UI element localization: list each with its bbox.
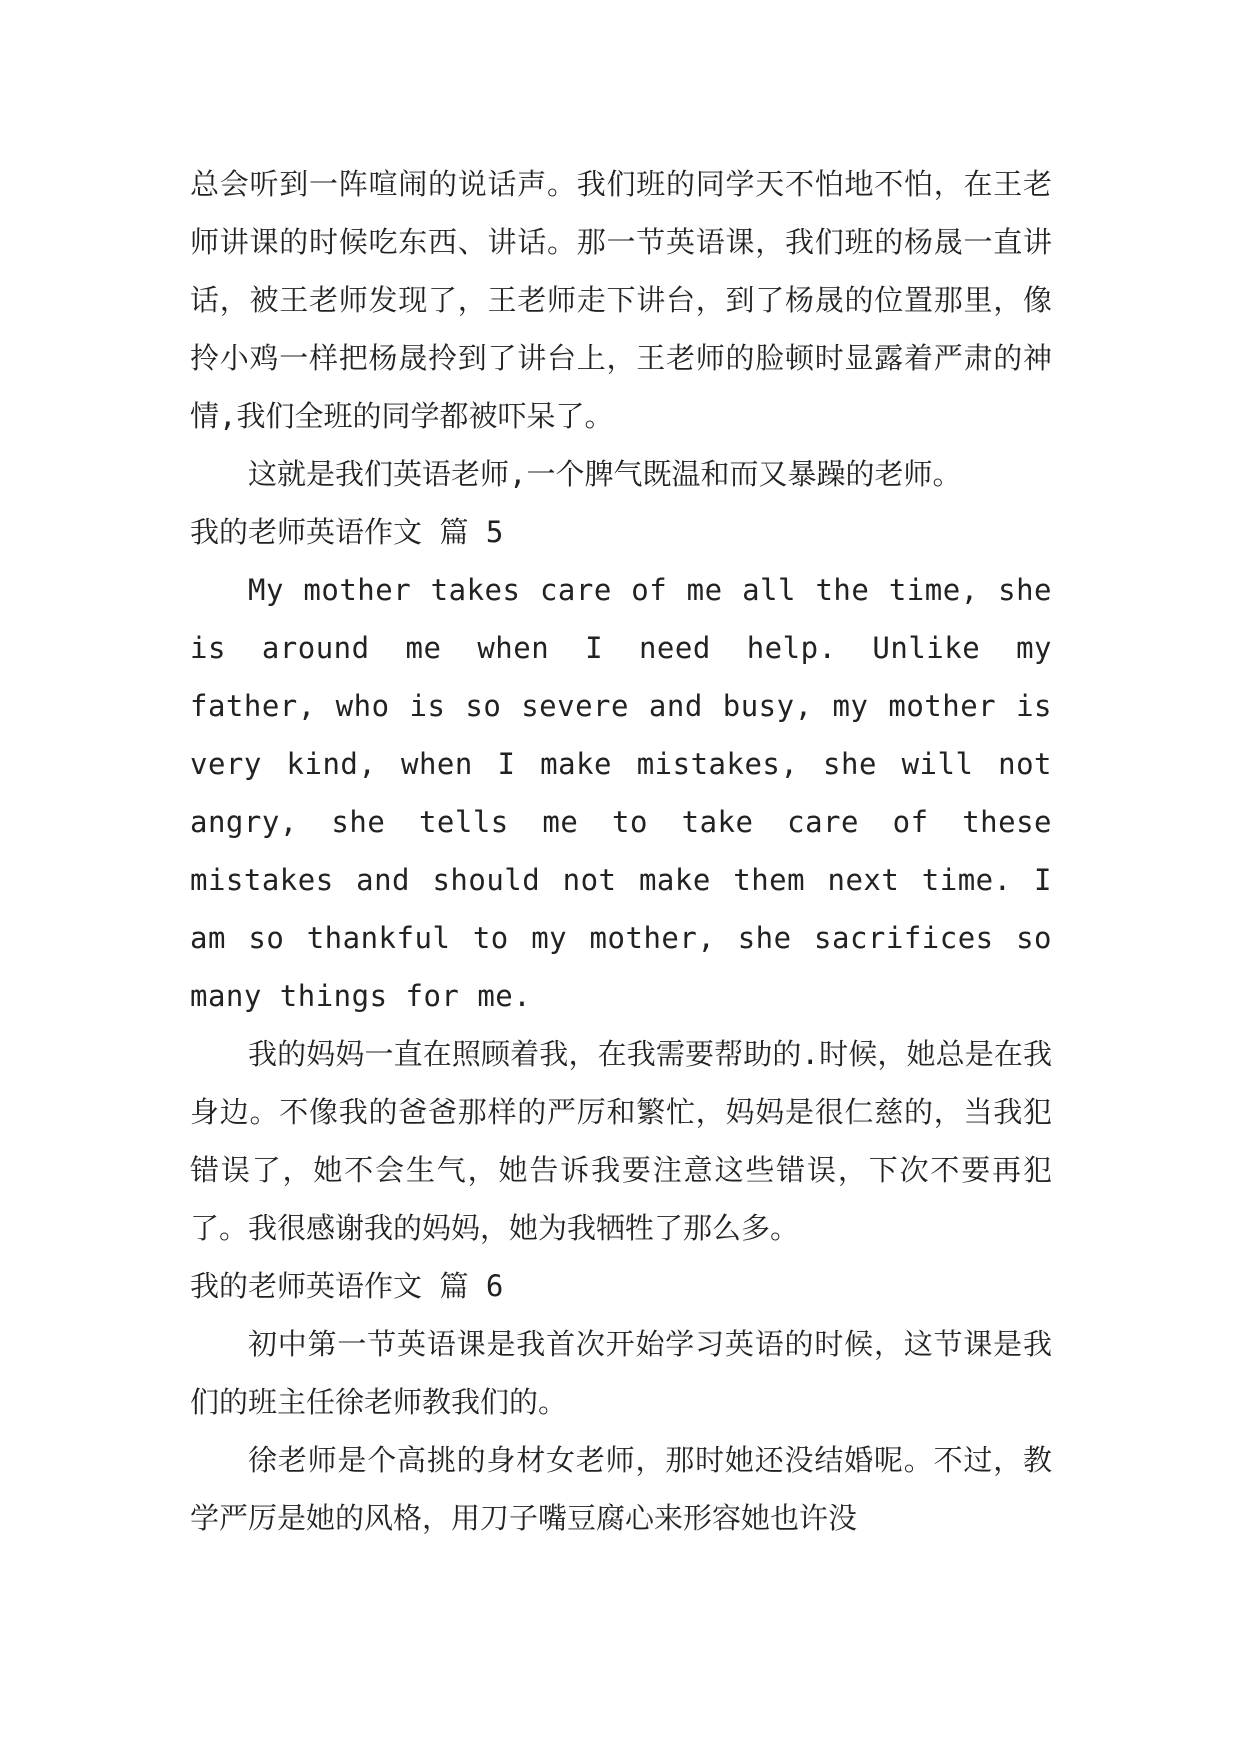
paragraph-first-english-class: 初中第一节英语课是我首次开始学习英语的时候，这节课是我们的班主任徐老师教我们的。: [190, 1327, 1052, 1419]
paragraph-english-essay: My mother takes care of me all the time, she is around me when I need help. Unlike my father, who is so severe and busy, my mother is very kind, when I make mistakes, she will not angry, she tells me to take care of these mistakes and should not make them next time. I am so thankful to my mother, she sacrifices so many things for me.: [190, 573, 1052, 1013]
section-heading-6: 我的老师英语作文 篇 6: [190, 1269, 504, 1303]
document-page: [190, 155, 1052, 1547]
paragraph-teacher-summary: 这就是我们英语老师,一个脾气既温和而又暴躁的老师。: [248, 457, 962, 491]
section-heading-5: 我的老师英语作文 篇 5: [190, 515, 504, 549]
paragraph-classroom-noise: 总会听到一阵喧闹的说话声。我们班的同学天不怕地不怕，在王老师讲课的时候吃东西、讲话。那一节英语课，我们班的杨晟一直讲话，被王老师发现了，王老师走下讲台，到了杨晟的位置那里，像拎小鸡一样把杨晟拎到了讲台上，王老师的脸顿时显露着严肃的神情,我们全班的同学都被吓呆了。: [190, 167, 1052, 433]
paragraph-teacher-xu: 徐老师是个高挑的身材女老师，那时她还没结婚呢。不过，教学严厉是她的风格，用刀子嘴豆腐心来形容她也许没: [190, 1443, 1052, 1535]
paragraph-chinese-translation: 我的妈妈一直在照顾着我，在我需要帮助的.时候，她总是在我身边。不像我的爸爸那样的严厉和繁忙，妈妈是很仁慈的，当我犯错误了，她不会生气，她告诉我要注意这些错误，下次不要再犯了。我很感谢我的妈妈，她为我牺牲了那么多。: [190, 1037, 1052, 1245]
